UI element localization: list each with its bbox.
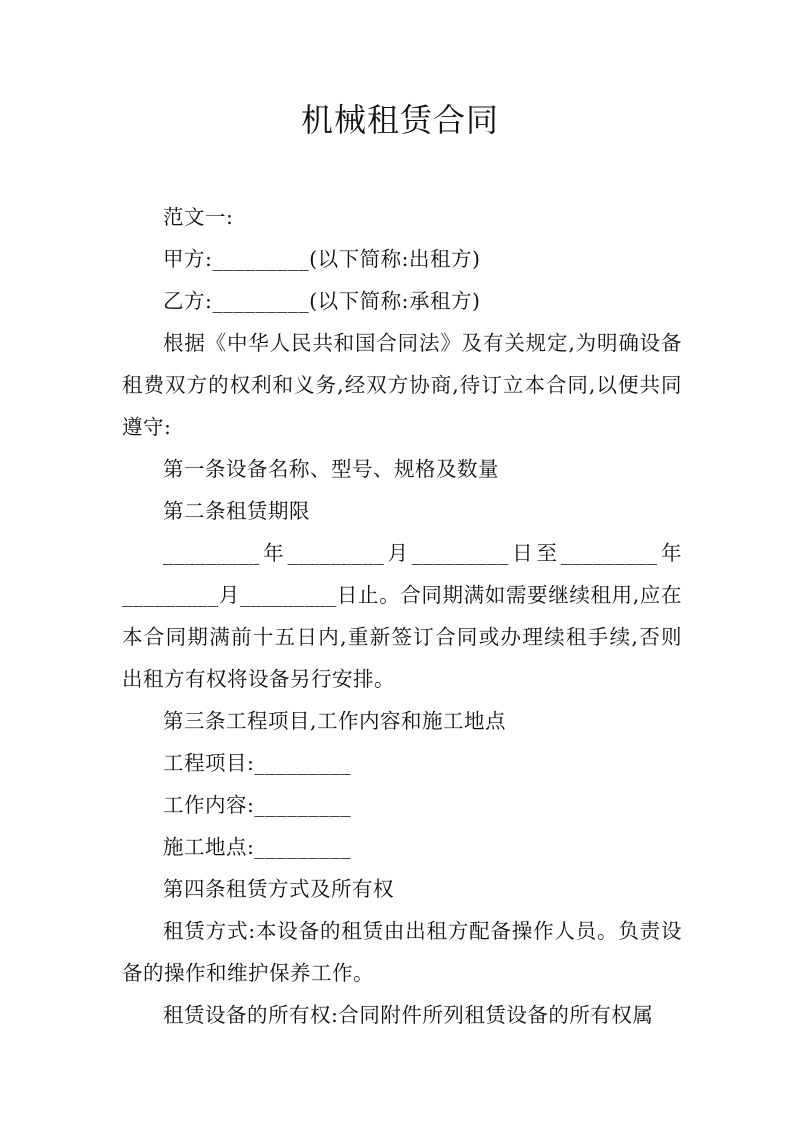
paragraph-article-4: 第四条租赁方式及所有权 [163,877,394,901]
paragraph-article-2: 第二条租赁期限 [163,499,310,523]
paragraph-site: 施工地点:_________ [163,835,352,859]
paragraph-party-b: 乙方:_________(以下简称:承租方) [163,289,481,313]
paragraph-sample-label: 范文一: [163,205,234,229]
document-body [122,196,682,1036]
paragraph-party-a: 甲方:_________(以下简称:出租方) [163,247,481,271]
paragraph-ownership: 租赁设备的所有权:合同附件所列租赁设备的所有权属 [163,1003,654,1027]
paragraph-work-content: 工作内容:_________ [163,793,352,817]
paragraph-article-3: 第三条工程项目,工作内容和施工地点 [163,709,507,733]
paragraph-project: 工程项目:_________ [163,751,352,775]
paragraph-preamble: 根据《中华人民共和国合同法》及有关规定,为明确设备租费双方的权利和义务,经双方协商,待订立本合同,以便共同遵守: [122,331,682,439]
paragraph-article-1: 第一条设备名称、型号、规格及数量 [163,457,499,481]
paragraph-lease-method: 租赁方式:本设备的租赁由出租方配备操作人员。负责设备的操作和维护保养工作。 [122,919,682,985]
document-title: 机械租赁合同 [300,101,499,139]
paragraph-lease-term: _________年_________月_________日至_________年_________月_________日止。合同期满如需要继续租用,应在本合同期满前十五日内,重新签订合同或办理续租手续,否则出租方有权将设备另行安排。 [122,541,682,691]
